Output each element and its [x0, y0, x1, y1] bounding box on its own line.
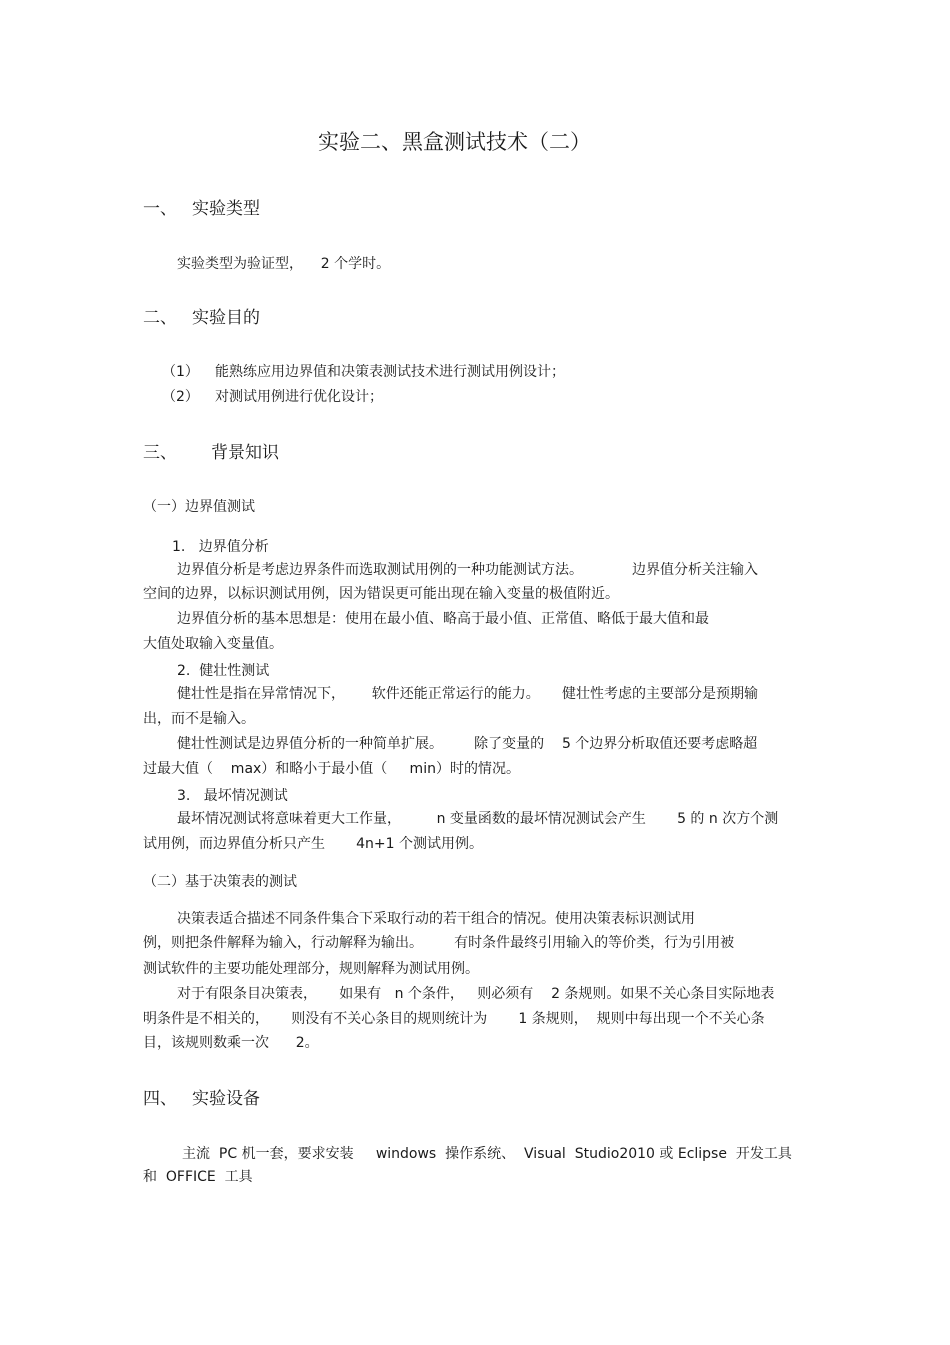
paragraph-line: 健壮性测试是边界值分析的一种简单扩展。 除了变量的 5 个边界分析取值还要考虑略超 [177, 736, 758, 752]
paragraph-line: 边界值分析的基本思想是：使用在最小值、略高于最小值、正常值、略低于最大值和最 [177, 611, 709, 627]
paragraph-line: 决策表适合描述不同条件集合下采取行动的若干组合的情况。使用决策表标识测试用 [177, 911, 695, 927]
page-title: 实验二、黑盒测试技术（二） [318, 130, 591, 154]
objective-1-number: （1） [162, 364, 199, 380]
paragraph-line: 试用例，而边界值分析只产生 4n+1 个测试用例。 [143, 836, 484, 852]
paragraph-line: 明条件是不相关的， 则没有不关心条目的规则统计为 1 条规则， 规则中每出现一个不关心条 [143, 1011, 765, 1027]
topic-1-title: 1. 边界值分析 [172, 539, 269, 555]
section-1-heading: 实验类型 [192, 199, 260, 219]
paragraph-line: 出，而不是输入。 [143, 711, 255, 727]
section-4-heading: 实验设备 [192, 1089, 260, 1109]
paragraph-line: 主流 PC 机一套，要求安装 windows 操作系统、 Visual Studio2010 或 Eclipse 开发工具 [182, 1146, 792, 1162]
subsection-1-heading: （一）边界值测试 [143, 499, 255, 515]
paragraph-line: 对于有限条目决策表， 如果有 n 个条件， 则必须有 2 条规则。如果不关心条目实际地表 [177, 986, 775, 1002]
section-3-number: 三、 [143, 443, 177, 463]
paragraph-line: 目，该规则数乘一次 2。 [143, 1035, 319, 1051]
objective-2-number: （2） [162, 389, 199, 405]
paragraph-line: 和 OFFICE 工具 [143, 1169, 253, 1185]
section-2-number: 二、 [143, 308, 177, 328]
paragraph-line: 健壮性是指在异常情况下， 软件还能正常运行的能力。 健壮性考虑的主要部分是预期输 [177, 686, 758, 702]
paragraph-line: 大值处取输入变量值。 [143, 636, 283, 652]
section-2-heading: 实验目的 [192, 308, 260, 328]
topic-3-title: 3. 最坏情况测试 [177, 788, 288, 804]
section-1-body: 实验类型为验证型， 2 个学时。 [177, 256, 391, 272]
section-1-number: 一、 [143, 199, 177, 219]
paragraph-line: 测试软件的主要功能处理部分，规则解释为测试用例。 [143, 961, 479, 977]
topic-2-title: 2. 健壮性测试 [177, 663, 270, 679]
paragraph-line: 空间的边界，以标识测试用例，因为错误更可能出现在输入变量的极值附近。 [143, 586, 619, 602]
section-3-heading: 背景知识 [211, 443, 279, 463]
subsection-2-heading: （二）基于决策表的测试 [143, 874, 297, 890]
section-4-number: 四、 [143, 1089, 177, 1109]
objective-2-text: 对测试用例进行优化设计； [215, 389, 383, 405]
objective-1-text: 能熟练应用边界值和决策表测试技术进行测试用例设计； [215, 364, 565, 380]
paragraph-line: 过最大值（ max）和略小于最小值（ min）时的情况。 [143, 761, 520, 777]
paragraph-line: 最坏情况测试将意味着更大工作量， n 变量函数的最坏情况测试会产生 5 的 n 次方个测 [177, 811, 779, 827]
paragraph-line: 例，则把条件解释为输入，行动解释为输出。 有时条件最终引用输入的等价类，行为引用被 [143, 935, 735, 951]
paragraph-line: 边界值分析是考虑边界条件而选取测试用例的一种功能测试方法。 边界值分析关注输入 [177, 562, 758, 578]
